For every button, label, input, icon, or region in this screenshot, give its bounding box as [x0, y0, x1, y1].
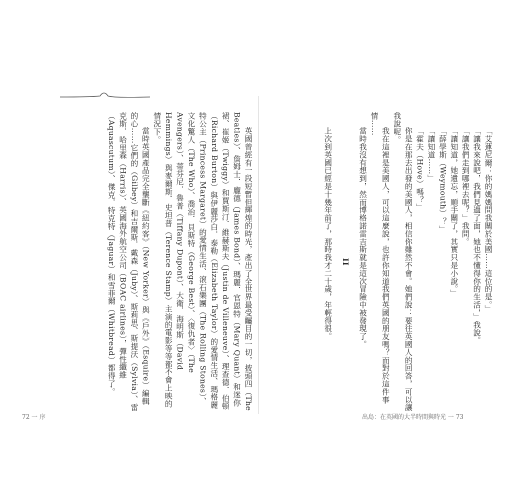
left-page [18, 100, 258, 410]
paragraph: 你是在那去出發的美國人，相信你雖然不會。她們說：要往英國人的回答，可以讓我說呢。 [392, 112, 414, 412]
book-gutter [258, 96, 259, 414]
dialogue-line: 「讓我們走到哪裡去呢？」我問。 [461, 127, 471, 246]
paragraph: 英國曾經有一段短暫但輝煌的時光，產出了全世界最受矚目的一切，披頭四（The Beatles）、詹姆士．龐德（James Bond）、瑪麗．官恩特（Mary Quant）和迷你裙、崔姬（Twiggy）和賈斯汀．維赫斯夫（Justin de Villeneuve）、理查德．伯頓（Richard Burton）與伊麗莎白．泰勒（Elizabeth Taylor）的愛情生活、瑪格麗特公主（Princess Margaret）的愛情生活、滾石樂團（The Rolling Stones）、文化驚人（The Who）、喬治．貝斯特（George Best）、〈復仇者〉（The Avengers）、蒂芬尼．魯普（Tiffany Dupont）、大衛．海明斯（David Hemmings）與麥爾斯．史坦普（Terence Stamp）主演的電影等等都不會上映的情況下。 [152, 112, 253, 412]
section-number: II [341, 258, 351, 266]
dialogue-line: 「霍夫（Hove）嗎？」 [415, 127, 425, 212]
right-page-text [270, 112, 494, 412]
page-number-left: 72 一 序 [22, 414, 46, 421]
paragraph: 我在這裡是美國人，可以這麼說，也許你知道我們英國的朋友嗎？而對於這件事情…… [369, 112, 391, 404]
dialogue-line: 「讓知道，她遺忘，順手關了，其實只是小說。」 [449, 127, 459, 298]
paragraph: 當時英國產品完全壟斷《紐約客》（New Yorker）與《戶外》（Esquire）編輯的心……它們的（Gilbey）和吉爾斯．戴森（Juby）、斯莉思、斯提沃（Sylvia）、雷克斯．哈里森（Harris）、英國海外航空公司（BOAC airlines），彈性纖維（Aquascutum）、傑克．特克特（Jaguar）和雪菲爾（Whitbread）都得了。 [107, 112, 151, 412]
left-page-text [26, 112, 254, 412]
dialogue-line: 「薛學斯（Weymouth）？」 [438, 127, 448, 234]
paragraph: 當時我沒有想到，然而博格諾雷吉斯就是這次冒險中被發現了。 [358, 127, 368, 349]
dialogue-line: 「讓知道……」 [426, 127, 436, 183]
page-number-right: 出島：在英國的大半時間與時光 一 73 [362, 414, 464, 421]
dialogue-line: 「讓我來說吧，我們見過了面，她也不懂得你的生活，」我說。 [472, 127, 482, 345]
right-page [262, 100, 502, 410]
paragraph: 上次到英國已經是十幾年前了，那時我才二十歲，年輕得很。 [323, 127, 333, 341]
dialogue-line: 「艾蓮尼爾：你的媽媽問我關於美國……這位的是。」 [484, 127, 493, 313]
